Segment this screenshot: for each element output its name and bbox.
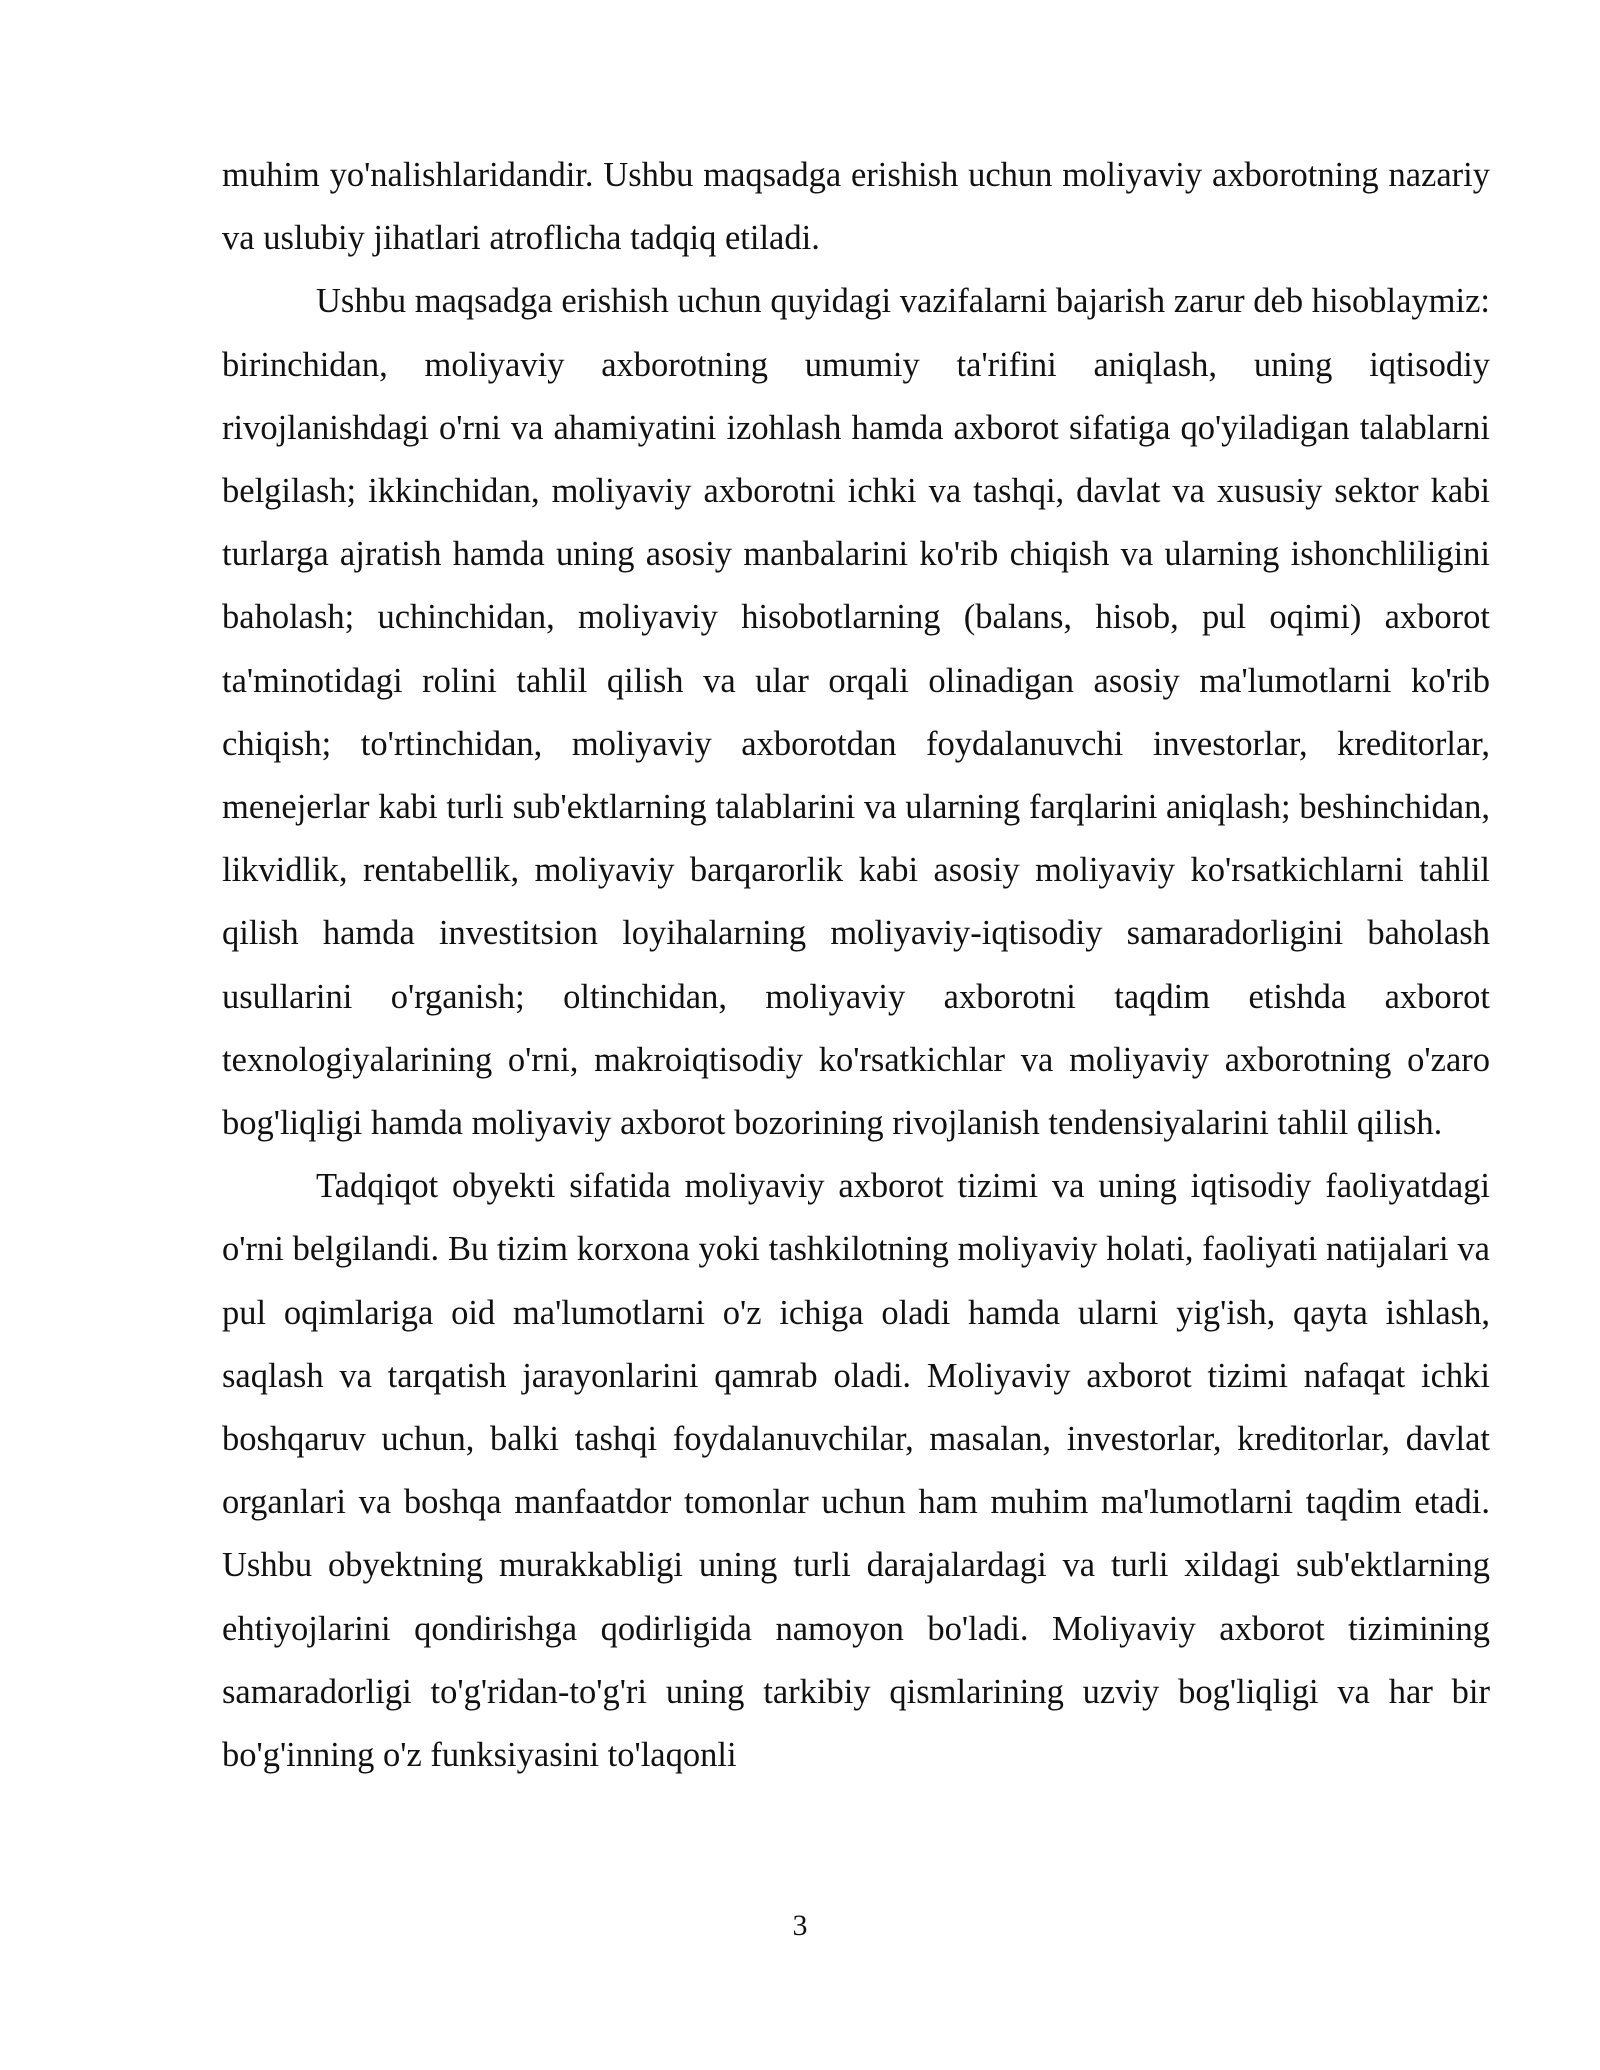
paragraph-research-object: Tadqiqot obyekti sifatida moliyaviy axborot tizimi va uning iqtisodiy faoliyatdagi o'rni belgilandi. Bu tizim korxona yoki tashkilotning moliyaviy holati, faoliyati natijalari va pul oqimlariga oid ma'lumotlarni o'z ichiga oladi hamda ularni yig'ish, qayta ishlash, saqlash va tarqatish jarayonlarini qamrab oladi. Moliyaviy axborot tizimi nafaqat ichki boshqaruv uchun, balki tashqi foydalanuvchilar, masalan, investorlar, kreditorlar, davlat organlari va boshqa manfaatdor tomonlar uchun ham muhim ma'lumotlarni taqdim etadi. Ushbu obyektning murakkabligi uning turli darajalardagi va turli xildagi sub'ektlarning ehtiyojlarini qondirishga qodirligida namoyon bo'ladi. Moliyaviy axborot tizimining samaradorligi to'g'ridan-to'g'ri uning tarkibiy qismlarining uzviy bog'liqligi va har bir bo'g'inning o'z funksiyasini to'laqonli xyxy=(222,1167,1490,1775)
page-number: 3 xyxy=(792,1909,808,1942)
paragraph-continuation: muhim yo'nalishlaridandir. Ushbu maqsadga erishish uchun moliyaviy axborotning nazariy va uslubiy jihatlari atroflicha tadqiq etiladi. xyxy=(222,156,1490,258)
paragraph-tasks: Ushbu maqsadga erishish uchun quyidagi vazifalarni bajarish zarur deb hisoblaymiz: birinchidan, moliyaviy axborotning umumiy ta'rifini aniqlash, uning iqtisodiy rivojlanishdagi o'rni va ahamiyatini izohlash hamda axborot sifatiga qo'yiladigan talablarni belgilash; ikkinchidan, moliyaviy axborotni ichki va tashqi, davlat va xususiy sektor kabi turlarga ajratish hamda uning asosiy manbalarini ko'rib chiqish va ularning ishonchliligini baholash; uchinchidan, moliyaviy hisobotlarning (balans, hisob, pul oqimi) axborot ta'minotidagi rolini tahlil qilish va ular orqali olinadigan asosiy ma'lumotlarni ko'rib chiqish; to'rtinchidan, moliyaviy axborotdan foydalanuvchi investorlar, kreditorlar, menejerlar kabi turli sub'ektlarning talablarini va ularning farqlarini aniqlash; beshinchidan, likvidlik, rentabellik, moliyaviy barqarorlik kabi asosiy moliyaviy ko'rsatkichlarni tahlil qilish hamda investitsion loyihalarning moliyaviy-iqtisodiy samaradorligini baholash usullarini o'rganish; oltinchidan, moliyaviy axborotni taqdim etishda axborot texnologiyalarining o'rni, makroiqtisodiy ko'rsatkichlar va moliyaviy axborotning o'zaro bog'liqligi hamda moliyaviy axborot bozorining rivojlanish tendensiyalarini tahlil qilish. xyxy=(222,282,1490,1143)
body-text xyxy=(222,144,1490,1787)
